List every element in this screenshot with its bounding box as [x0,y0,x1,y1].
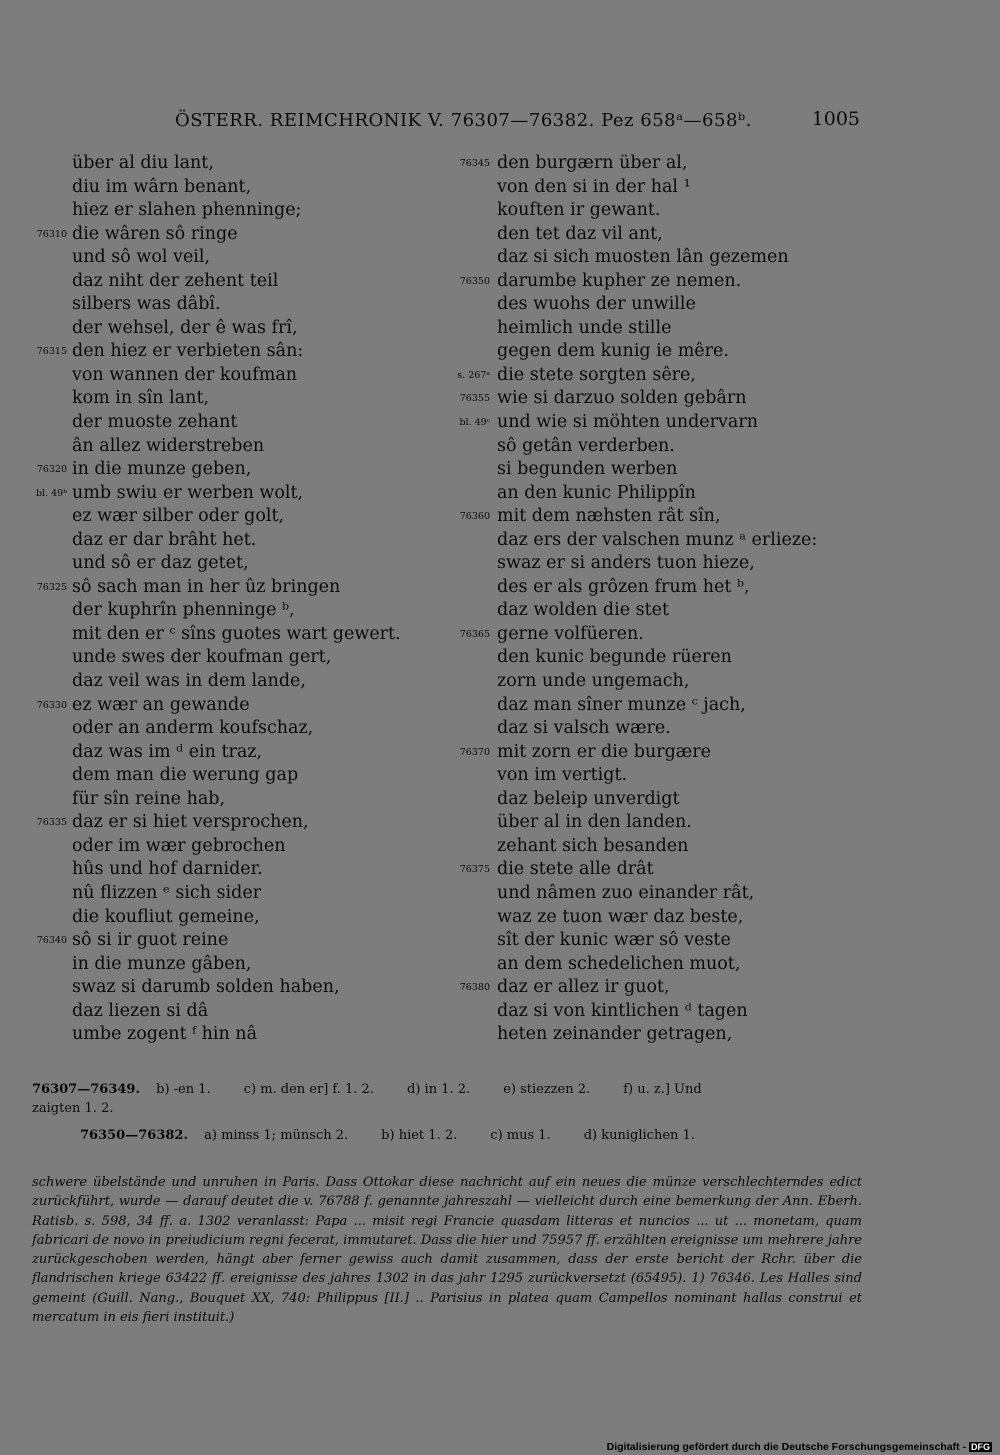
verse-line [72,246,452,270]
verse-line [459,858,877,882]
verse-text: den tet daz vil ant, [497,223,663,244]
line-number: bl. 49ᶜ [459,417,490,429]
verse-line [497,176,877,200]
verse-line [72,976,452,1000]
verse-text: hiez er slahen phenninge; [72,200,302,221]
line-number: 76350 [459,275,490,287]
verse-line [72,199,452,223]
verse-text: sô si ir guot reine [72,930,229,951]
line-number: 76355 [459,393,490,405]
verse-text: nû flizzen ᵉ sich sider [72,882,262,903]
verse-text: die koufliut gemeine, [72,906,260,927]
verse-text: den kunic begunde rüeren [497,647,732,668]
page-header [175,108,860,136]
verse-text: unde swes der koufman gert, [72,647,332,668]
verse-text: mit zorn er die burgære [497,741,711,762]
verse-line [72,764,452,788]
verse-line [497,929,877,953]
verse-line [497,599,877,623]
verse-line [497,223,877,247]
verse-text: und wie si möhten undervarn [497,412,758,433]
line-number: 76310 [36,228,67,240]
line-number: 76360 [459,511,490,523]
verse-text: umb swiu er werben wolt, [72,482,304,503]
apparatus-note-1 [32,1080,862,1118]
verse-line [459,741,877,765]
verse-text: die stete sorgten sêre, [497,364,696,385]
verse-text: heten zeinander getragen, [497,1024,733,1045]
verse-text: gegen dem kunig ie mêre. [497,341,729,362]
verse-line [72,906,452,930]
verse-line [497,1023,877,1047]
verse-line [72,152,452,176]
line-number: 76320 [36,464,67,476]
verse-text: kouften ir gewant. [497,200,661,221]
verse-text: sô getân verderben. [497,435,675,456]
verse-line [72,858,452,882]
verse-column-left [35,152,452,1047]
verse-text: zorn unde ungemach, [497,671,690,692]
verse-line [72,1023,452,1047]
footer-text: Digitalisierung gefördert durch die Deutsche Forschungsgemeinschaft - [606,1441,966,1453]
verse-text: zehant sich besanden [497,835,689,856]
verse-line [72,552,452,576]
verse-text: daz wolden die stet [497,600,670,621]
verse-text: für sîn reine hab, [72,788,226,809]
verse-line [497,646,877,670]
verse-text: daz si valsch wære. [497,718,671,739]
verse-text: von im vertigt. [497,765,628,786]
commentary-footnote: schwere übelstände und unruhen in Paris. Dass Ottokar diese nachricht auf ein neues die münze verschlechterndes edict zurückführt, wurde — darauf deutet die v. 76788 f. genannte jahreszahl — vielleicht durch eine bemerkung der Ann. Eberh. Ratisb. s. 598, 34 ff. a. 1302 veranlasst: Papa ... misit regi Francie quasdam litteras et nuncios ... ut ... monetam, quam fabricari de novo in preiudicium regni fecerat, immutaret. Dass die hier und 75957 ff. erzählten ereignisse um mehrere jahre zurückgeschoben werden, hängt aber ferner gewiss auch damit zusammen, dass der erste bericht der Rchr. über die flandrischen kriege 63422 ff. ereignisse des jahres 1302 in das jahr 1295 zurückversetzt (65495). 1) 76346. Les Halles sind gemeint (Guill. Nang., Bouquet XX, 740: Philippus [II.] .. Parisius in platea quam Campellos nominant hallas construi et mercatum in eis fieri instituit.) [32,1175,862,1326]
verse-text: umbe zogent ᶠ hin nâ [72,1024,258,1045]
verse-text: silbers was dâbî. [72,294,221,315]
verse-text: von wannen der koufman [72,364,298,385]
verse-line [36,576,452,600]
verse-line [497,435,877,459]
verse-line [459,976,877,1000]
verse-line [72,599,452,623]
verse-text: ân allez widerstreben [72,435,265,456]
verse-line [497,764,877,788]
line-number: 76370 [459,746,490,758]
verse-line [497,906,877,930]
verse-line [497,458,877,482]
line-number: 76375 [459,864,490,876]
line-number: 76365 [459,628,490,640]
verse-text: ez wær silber oder golt, [72,506,285,527]
verse-text: den burgærn über al, [497,153,688,173]
verse-text: mit den er ᶜ sîns guotes wart gewert. [72,623,401,644]
verse-text: swaz er si anders tuon hieze, [497,553,755,574]
verse-line [497,199,877,223]
verse-line [36,929,452,953]
note-text: b) -en 1. c) m. den er] f. 1. 2. d) in 1. 2. e) stiezzen 2. f) u. z.] Und [156,1082,702,1097]
verse-line [497,694,877,718]
verse-text: heimlich unde stille [497,317,672,338]
verse-text: daz ers der valschen munz ᵃ erliezе: [497,529,818,550]
verse-line [457,364,877,388]
verse-text: daz beleip unverdigt [497,788,680,809]
verse-line [459,623,877,647]
verse-text: und nâmen zuo einander rât, [497,882,755,903]
verse-text: daz man sîner munze ᶜ jach, [497,694,746,715]
verse-text: des er als grôzen frum het ᵇ, [497,576,750,597]
verse-text: und sô wol veil, [72,247,211,268]
verse-line [497,293,877,317]
line-number: 76335 [36,817,67,829]
verse-text: si begunden werben [497,459,678,480]
verse-text: daz si von kintlichen ᵈ tagen [497,1000,748,1021]
verse-line [72,741,452,765]
verse-line [497,882,877,906]
verse-line [72,1000,452,1024]
verse-line [497,482,877,506]
verse-text: ez wær an gewande [72,694,250,715]
verse-line [459,270,877,294]
verse-line [497,953,877,977]
verse-line [497,670,877,694]
verse-text: von den si in der hal ¹ [497,176,691,197]
verse-line [497,529,877,553]
verse-text: sô sach man in her ûz bringen [72,576,341,597]
line-number: 76325 [36,581,67,593]
verse-line [72,529,452,553]
line-number: 76340 [36,935,67,947]
verse-text: der kuphrîn phenninge ᵇ, [72,600,295,621]
line-number: 76315 [36,346,67,358]
verse-line [72,623,452,647]
verse-text: daz er allez ir guot, [497,977,670,998]
verse-text: die stete alle drât [497,859,654,880]
verse-text: swaz si darumb solden haben, [72,977,340,998]
verse-line [36,340,452,364]
verse-line [497,340,877,364]
line-number: 76330 [36,699,67,711]
verse-line [497,717,877,741]
verse-text: oder an anderm koufschaz, [72,718,314,739]
verse-line [497,246,877,270]
verse-line [72,176,452,200]
verse-text: daz liezen si dâ [72,1000,209,1021]
verse-line [459,387,877,411]
verse-text: des wuohs der unwille [497,294,696,315]
verse-text: daz er si hiet versprochen, [72,812,309,833]
verse-line [36,811,452,835]
running-title: ÖSTERR. REIMCHRONIK V. 76307—76382. Pez 658ᵃ—658ᵇ. [175,110,752,131]
verse-line [72,670,452,694]
verse-text: der muoste zehant [72,412,238,433]
verse-column-right [457,152,877,1047]
verse-line [35,482,452,506]
verse-line [72,717,452,741]
verse-line [497,811,877,835]
verse-line [497,788,877,812]
verse-text: kom in sîn lant, [72,388,210,409]
verse-line [72,505,452,529]
verse-line [72,646,452,670]
verse-line [72,387,452,411]
verse-line [36,694,452,718]
verse-text: daz was im ᵈ ein traz, [72,741,263,762]
verse-text: daz veil was in dem lande, [72,671,306,692]
verse-line [72,364,452,388]
note-text: a) minss 1; münsch 2. b) hiet 1. 2. c) mus 1. d) kuniglichen 1. [204,1128,695,1143]
verse-line [36,223,452,247]
funding-footer [607,1441,992,1453]
line-number: s. 267ᵃ [457,369,490,381]
verse-line [497,552,877,576]
verse-text: darumbe kupher ze nemen. [497,270,742,291]
verse-text: und sô er daz getet, [72,553,249,574]
verse-line [72,835,452,859]
verse-text: der wehsel, der ê was frî, [72,317,298,338]
dfg-logo: DFG [971,1442,990,1452]
verse-line [72,953,452,977]
line-number: bl. 49ᵇ [35,487,67,499]
line-number: 76345 [459,158,490,169]
verse-line [459,152,877,176]
verse-line [72,435,452,459]
verse-text: über al diu lant, [72,153,214,173]
verse-text: diu im wârn benant, [72,176,252,197]
verse-line [459,505,877,529]
verse-line [497,317,877,341]
verse-text: waz ze tuon wær daz beste, [497,906,744,927]
verse-line [459,411,877,435]
verse-text: in die munze gâben, [72,953,252,974]
verse-text: die wâren sô ringe [72,223,238,244]
verse-text: an dem schedelichen muot, [497,953,741,974]
verse-line [36,458,452,482]
verse-line [72,293,452,317]
verse-text: in die munze geben, [72,459,252,480]
verse-text: daz si sich muosten lân gezemen [497,247,789,268]
note-continuation: zaigten 1. 2. [32,1101,114,1116]
apparatus-note-2 [32,1126,862,1145]
verse-text: mit dem næhsten rât sîn, [497,506,721,527]
verse-line [72,882,452,906]
verse-text: wie si darzuo solden gebârn [497,388,747,409]
line-number: 76380 [459,982,490,994]
verse-text: oder im wær gebrochen [72,835,286,856]
verse-line [497,835,877,859]
verse-text: den hiez er verbieten sân: [72,341,304,362]
note-range: 76350—76382. [80,1128,188,1143]
verse-text: daz er dar brâht het. [72,529,257,550]
verse-line [497,576,877,600]
verse-text: über al in den landen. [497,812,692,833]
note-range: 76307—76349. [32,1082,140,1097]
verse-text: dem man die werung gap [72,765,299,786]
verse-text: an den kunic Philippîn [497,482,696,503]
verse-text: gerne volfüeren. [497,623,644,644]
verse-line [72,788,452,812]
verse-line [72,411,452,435]
verse-text: sît der kunic wær sô veste [497,930,731,951]
verse-line [72,270,452,294]
page-number: 1005 [811,108,860,130]
verse-text: daz niht der zehent teil [72,270,279,291]
verse-line [497,1000,877,1024]
verse-text: hûs und hof darnider. [72,859,263,880]
verse-line [72,317,452,341]
